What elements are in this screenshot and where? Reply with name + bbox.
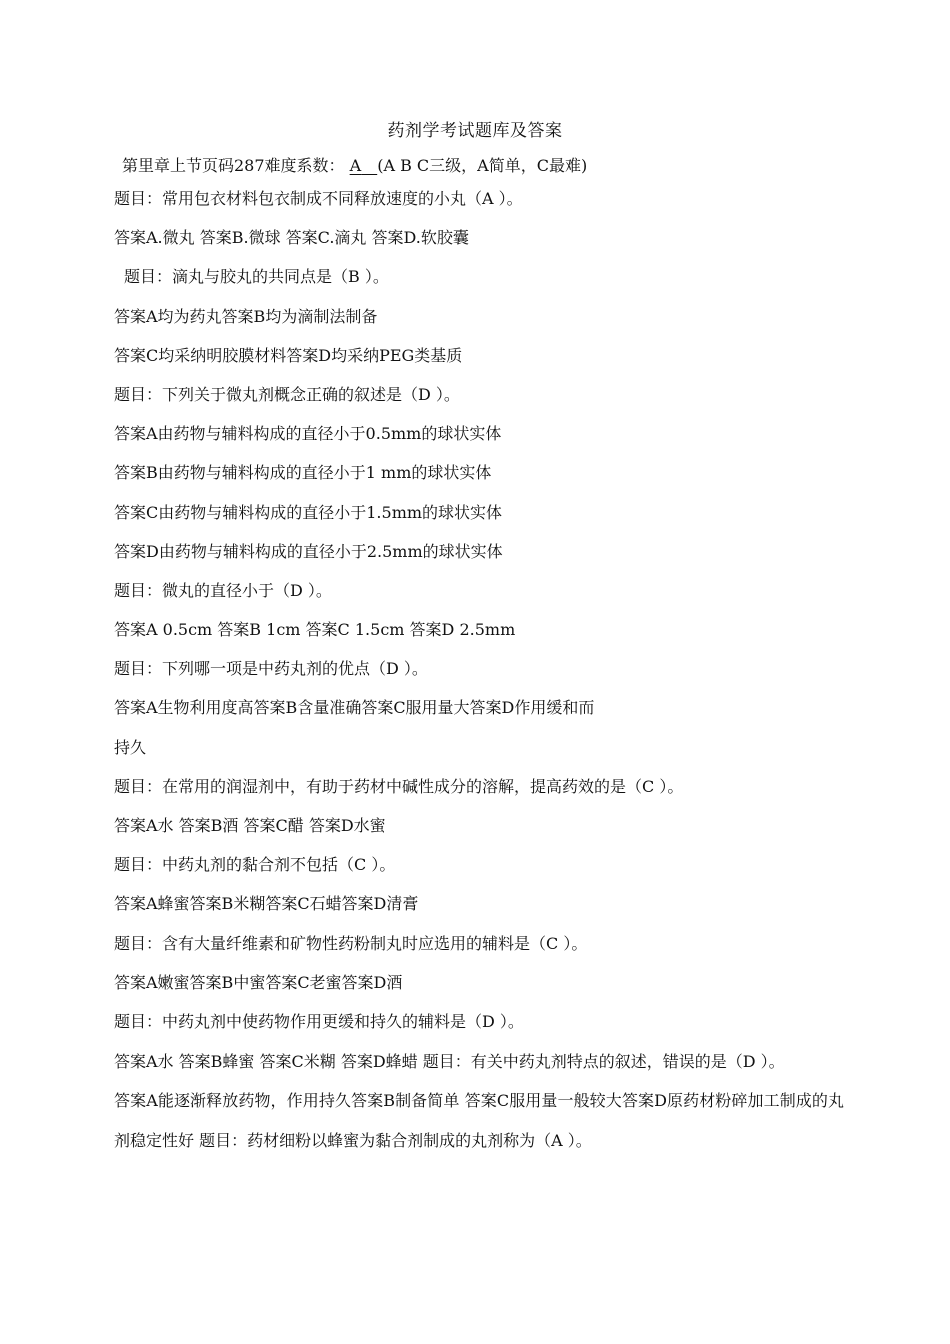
question-line: 题目：在常用的润湿剂中，有助于药材中碱性成分的溶解，提高药效的是（C ）。 <box>114 776 684 796</box>
answer-line: 答案A由药物与辅料构成的直径小于0.5mm的球状实体 <box>114 424 502 444</box>
question-line: 题目：常用包衣材料包衣制成不同释放速度的小丸（A ）。 <box>114 189 523 208</box>
question-line: 题目：中药丸剂中使药物作用更缓和持久的辅料是（D ）。 <box>114 1011 524 1031</box>
question-meta <box>122 153 587 179</box>
answer-line: 答案A 0.5cm 答案B 1cm 答案C 1.5cm 答案D 2.5mm <box>114 620 516 640</box>
question-list <box>114 186 844 1166</box>
answer-line: 答案A嫩蜜答案B中蜜答案C老蜜答案D酒 <box>114 972 403 992</box>
question-line: 题目：滴丸与胶丸的共同点是（B ）。 <box>124 267 389 287</box>
answer-line: 持久 <box>114 737 147 757</box>
answer-line: 答案A生物利用度高答案B含量准确答案C服用量大答案D作用缓和而 <box>114 698 595 718</box>
answer-line: 答案C均采纳明胶膜材料答案D均采纳PEG类基质 <box>114 345 463 365</box>
paragraph: 答案A水 答案B蜂蜜 答案C米糊 答案D蜂蜡 题目：有关中药丸剂特点的叙述，错误的是（D ）。 <box>114 1052 785 1072</box>
paragraph: 答案A能逐渐释放药物，作用持久答案B制备简单 答案C服用量一般较大答案D原药材粉碎加工制成的丸剂稳定性好 题目：药材细粉以蜂蜜为黏合剂制成的丸剂称为（A ）。 <box>114 1091 844 1150</box>
answer-line: 答案C由药物与辅料构成的直径小于1.5mm的球状实体 <box>114 502 503 522</box>
answer-line: 答案D由药物与辅料构成的直径小于2.5mm的球状实体 <box>114 541 503 561</box>
answer-line: 答案A均为药丸答案B均为滴制法制备 <box>114 306 378 326</box>
question-line: 题目：下列哪一项是中药丸剂的优点（D ）。 <box>114 659 428 679</box>
answer-line: 答案A水 答案B酒 答案C醋 答案D水蜜 <box>114 816 386 835</box>
document-title: 药剂学考试题库及答案 <box>387 121 563 141</box>
question-line: 题目：下列关于微丸剂概念正确的叙述是（D ）。 <box>114 384 460 404</box>
question-line: 题目：中药丸剂的黏合剂不包括（C ）。 <box>114 855 396 875</box>
meta-suffix: (A B C三级，A简单，C最难) <box>377 156 588 175</box>
answer-line: 答案A蜂蜜答案B米糊答案C石蜡答案D清膏 <box>114 894 419 914</box>
question-line: 题目：含有大量纤维素和矿物性药粉制丸时应选用的辅料是（C ）。 <box>114 933 588 953</box>
answer-line: 答案A.微丸 答案B.微球 答案C.滴丸 答案D.软胶囊 <box>114 228 469 248</box>
answer-line: 答案B由药物与辅料构成的直径小于1 mm的球状实体 <box>114 463 492 483</box>
question-line: 题目：微丸的直径小于（D ）。 <box>114 580 332 600</box>
difficulty-level: A <box>349 156 362 175</box>
meta-prefix: 第里章上节页码287难度系数： <box>122 156 345 175</box>
